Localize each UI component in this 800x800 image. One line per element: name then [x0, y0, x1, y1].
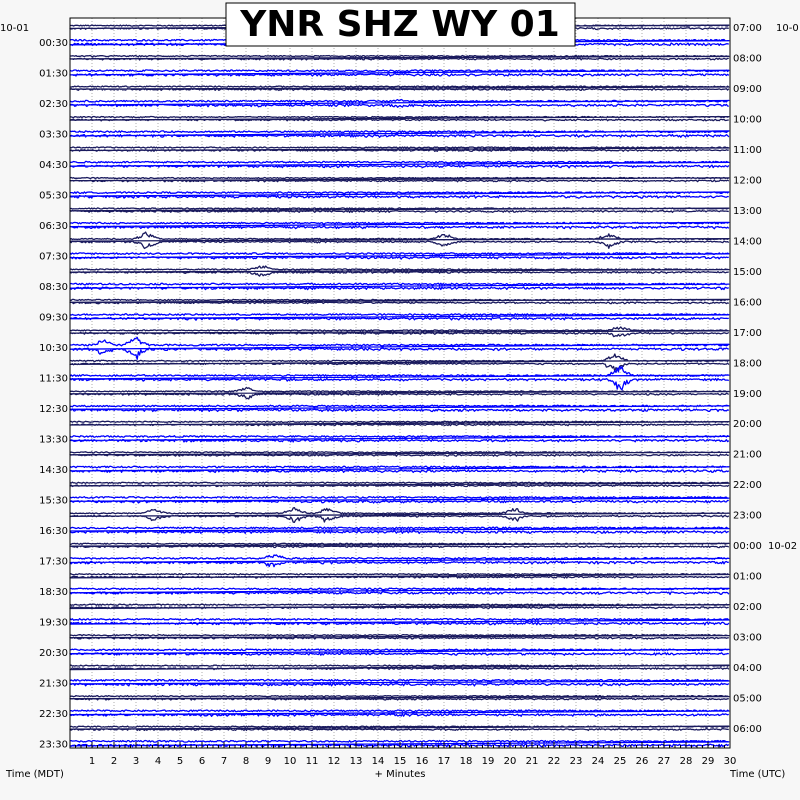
right-time-label: 16:00	[733, 297, 762, 309]
minute-tick-label: 11	[305, 756, 319, 767]
minute-tick-label: 14	[371, 756, 385, 767]
right-time-label: 11:00	[733, 144, 762, 156]
right-time-label: 10:00	[733, 114, 762, 126]
left-time-label: 06:30	[39, 221, 68, 233]
minute-tick-label: 6	[198, 756, 206, 767]
x-axis-label: + Minutes	[374, 769, 426, 780]
left-time-label: 12:30	[39, 404, 68, 415]
right-date-label: 10-0	[776, 23, 799, 34]
minute-tick-label: 13	[349, 756, 363, 767]
minute-tick-label: 12	[327, 756, 341, 767]
right-time-label: 18:00	[733, 358, 762, 370]
right-time-label: 03:00	[733, 632, 762, 644]
right-time-label: 06:00	[733, 724, 762, 736]
minute-tick-label: 28	[679, 756, 693, 767]
left-time-label: 19:30	[39, 617, 68, 629]
right-time-label: 14:00	[733, 236, 762, 248]
left-time-label: 03:30	[39, 129, 68, 141]
right-time-label: 01:00	[733, 571, 762, 583]
minute-tick-label: 19	[481, 756, 495, 767]
right-time-label: 20:00	[733, 419, 762, 431]
minute-tick-label: 2	[110, 756, 118, 767]
minute-tick-label: 17	[437, 756, 451, 767]
minute-tick-label: 5	[176, 756, 184, 767]
right-time-label: 04:00	[733, 663, 762, 675]
right-time-label: 02:00	[733, 602, 762, 614]
left-time-label: 11:30	[39, 373, 68, 385]
minute-tick-label: 8	[242, 756, 250, 767]
right-time-label: 23:00	[733, 510, 762, 522]
right-time-labels	[733, 23, 797, 735]
minute-tick-label: 18	[459, 756, 473, 767]
right-time-label: 15:00	[733, 266, 762, 278]
left-time-label: 04:30	[39, 160, 68, 172]
left-time-label: 00:30	[39, 38, 68, 50]
left-time-labels	[39, 38, 68, 750]
minute-tick-label: 24	[591, 756, 605, 767]
minute-tick-label: 22	[547, 756, 561, 767]
chart-title: YNR SHZ WY 01	[240, 4, 560, 45]
left-date-label: 10-01	[0, 23, 30, 34]
left-time-label: 23:30	[39, 739, 68, 751]
right-date-change-label: 10-02	[768, 541, 798, 553]
left-time-label: 17:30	[39, 556, 68, 568]
left-time-label: 08:30	[39, 282, 68, 294]
left-time-label: 15:30	[39, 495, 68, 507]
minute-tick-label: 1	[88, 756, 96, 767]
right-time-label: 09:00	[733, 83, 762, 95]
left-time-label: 20:30	[39, 647, 68, 659]
left-time-label: 21:30	[39, 678, 68, 690]
minute-tick-label: 27	[657, 756, 671, 767]
left-time-label: 14:30	[39, 464, 68, 476]
left-time-label: 22:30	[39, 708, 68, 720]
right-time-label: 12:00	[733, 175, 762, 187]
left-time-label: 09:30	[39, 312, 68, 324]
minute-tick-label: 26	[635, 756, 649, 767]
minute-tick-label: 10	[283, 756, 297, 767]
minute-tick-label: 16	[415, 756, 429, 767]
right-time-label: 08:00	[733, 53, 762, 65]
minute-tick-label: 9	[264, 756, 272, 767]
minute-tick-label: 25	[613, 756, 627, 767]
minute-tick-label: 4	[154, 756, 162, 767]
minute-tick-label: 29	[701, 756, 715, 767]
minute-tick-label: 30	[723, 756, 737, 767]
minute-tick-label: 21	[525, 756, 539, 767]
right-time-label: 00:00	[733, 541, 762, 553]
left-time-label: 16:30	[39, 525, 68, 537]
right-axis-label: Time (UTC)	[730, 769, 786, 780]
left-axis-label: Time (MDT)	[6, 769, 64, 780]
right-time-label: 05:00	[733, 693, 762, 705]
minute-tick-label: 23	[569, 756, 583, 767]
left-time-label: 01:30	[39, 68, 68, 80]
minute-tick-label: 15	[393, 756, 407, 767]
right-time-label: 07:00	[733, 23, 762, 34]
left-time-label: 05:30	[39, 190, 68, 202]
minute-tick-labels	[89, 756, 737, 767]
right-time-label: 13:00	[733, 205, 762, 217]
left-time-label: 10:30	[39, 343, 68, 355]
right-time-label: 19:00	[733, 388, 762, 400]
left-time-label: 02:30	[39, 99, 68, 111]
minute-tick-label: 3	[132, 756, 140, 767]
left-time-label: 07:30	[39, 251, 68, 263]
left-time-label: 18:30	[39, 586, 68, 598]
right-time-label: 21:00	[733, 449, 762, 461]
minute-tick-label: 20	[503, 756, 517, 767]
right-time-label: 17:00	[733, 327, 762, 339]
left-time-label: 13:30	[39, 434, 68, 446]
minute-tick-label: 7	[220, 756, 228, 767]
right-time-label: 22:00	[733, 480, 762, 492]
